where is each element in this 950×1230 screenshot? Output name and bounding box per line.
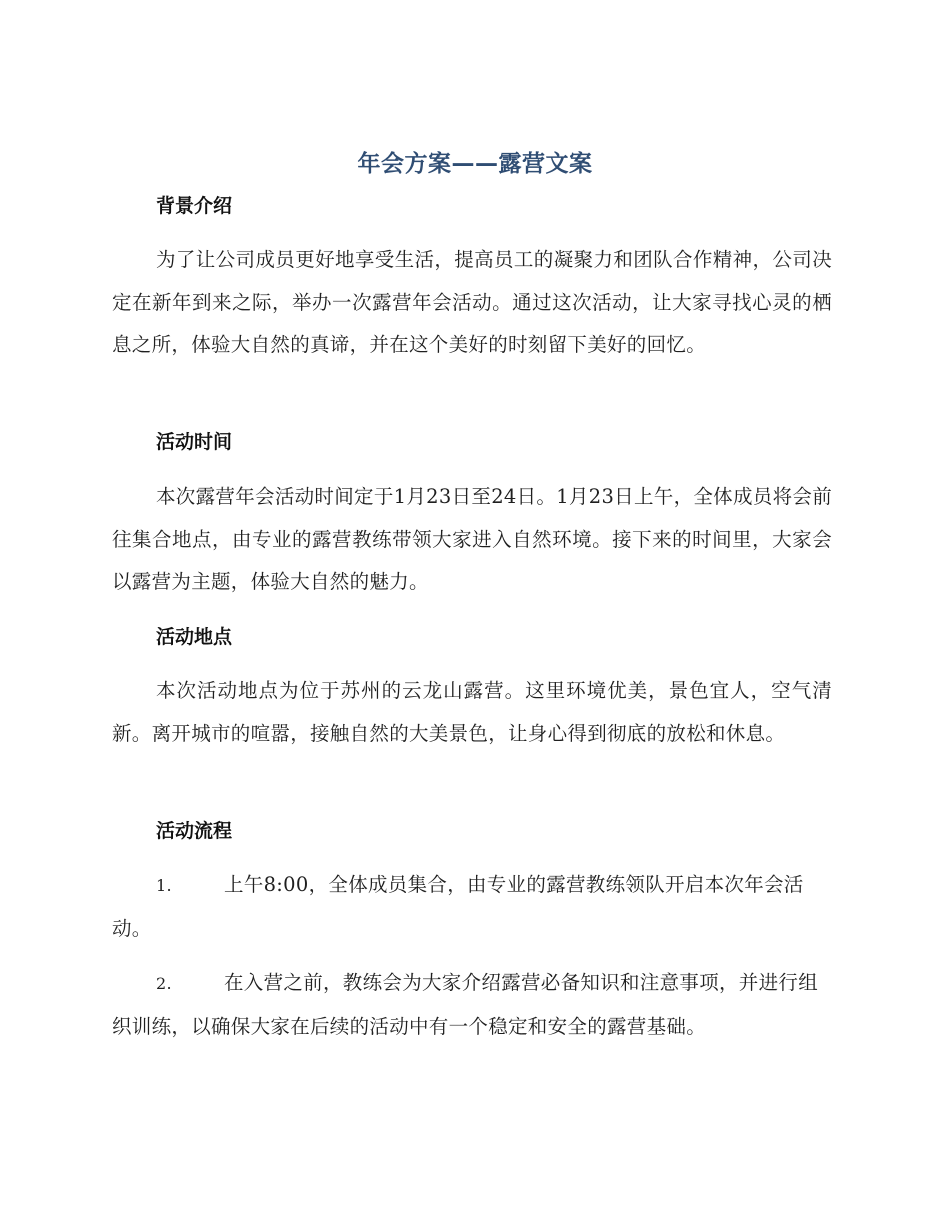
- document-title: 年会方案——露营文案: [357, 151, 593, 177]
- list-item: [112, 962, 832, 1048]
- section-heading-process: 活动流程: [156, 820, 233, 842]
- list-item-text: 上午8:00，全体成员集合，由专业的露营教练领队开启本次年会活动。: [112, 873, 804, 940]
- section-heading-location: 活动地点: [156, 626, 233, 648]
- list-item-number: 1.: [156, 876, 172, 895]
- section-heading-background: 背景介绍: [156, 195, 233, 217]
- list-item-text: 在入营之前，教练会为大家介绍露营必备知识和注意事项，并进行组织训练，以确保大家在后续的活动中有一个稳定和安全的露营基础。: [112, 971, 819, 1038]
- list-item: [112, 864, 832, 950]
- section-heading-time: 活动时间: [156, 431, 233, 453]
- section-paragraph-time: 本次露营年会活动时间定于1月23日至24日。1月23日上午，全体成员将会前往集合地点，由专业的露营教练带领大家进入自然环境。接下来的时间里，大家会以露营为主题，体验大自然的魅力。: [112, 485, 832, 593]
- section-paragraph-background: 为了让公司成员更好地享受生活，提高员工的凝聚力和团队合作精神，公司决定在新年到来之际，举办一次露营年会活动。通过这次活动，让大家寻找心灵的栖息之所，体验大自然的真谛，并在这个美好的时刻留下美好的回忆。: [112, 248, 832, 356]
- section-paragraph-location: 本次活动地点为位于苏州的云龙山露营。这里环境优美，景色宜人，空气清新。离开城市的喧嚣，接触自然的大美景色，让身心得到彻底的放松和休息。: [112, 679, 832, 745]
- list-item-number: 2.: [156, 974, 172, 993]
